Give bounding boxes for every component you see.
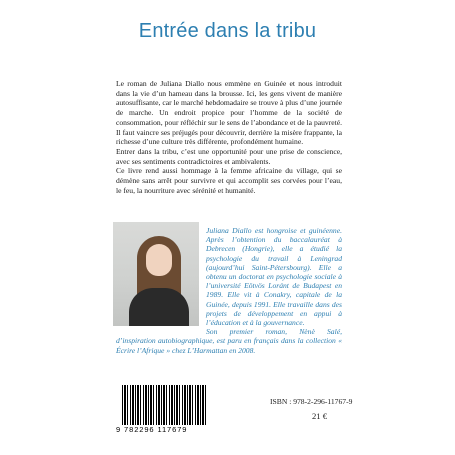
author-bio xyxy=(116,226,342,355)
barcode-bars xyxy=(122,385,208,425)
bio-paragraph-1: Juliana Diallo est hongroise et guinéenne. Après l’obtention du baccalauréat à Debrecen (Hongrie), elle a étudié la psychologie du travail à Leningrad (aujourd’hui Saint-Pétersbourg). Elle a obtenu un doctorat en psychologie sociale à l’université Eötvös Loránt de Budapest en 1989. Elle vit à Conakry, capitale de la Guinée, depuis 1991. Elle travaille dans des projets de développement en appui à l’éducation et à la gouvernance. xyxy=(206,226,342,328)
summary-paragraph-3: Ce livre rend aussi hommage à la femme africaine du village, qui se démène sans arrêt pour survivre et qui accomplit ses corvées pour l’eau, le feu, la nourriture avec sérénité et humanité. xyxy=(116,166,342,195)
book-title: Entrée dans la tribu xyxy=(138,20,317,42)
summary-paragraph-1: Le roman de Juliana Diallo nous emmène en Guinée et nous introduit dans la vie d’un hameau dans la brousse. Ici, les gens vivent de manière autosuffisante, car le marché hebdomadaire se trouve à plus d’une journée de marche. Un endroit propice pour l’homme de la société de consommation, pour réfléchir sur le sens de l’abondance et de la pauvreté. Il faut vaincre ses préjugés pour découvrir, derrière la misère frappante, la richesse d’une culture très différente, profondément humaine. xyxy=(116,79,342,147)
isbn-label: ISBN : 978-2-296-11767-9 xyxy=(270,397,353,406)
price-label: 21 € xyxy=(312,411,328,421)
barcode xyxy=(116,385,208,435)
bio-paragraph-2: Son premier roman, Nènè Salé, d’inspiration autobiographique, est paru en français dans la collection « Écrire l’Afrique » chez L’Harmattan en 2008. xyxy=(116,327,342,355)
photo-spacer xyxy=(116,226,206,330)
summary-paragraph-2: Entrer dans la tribu, c’est une opportunité pour une prise de conscience, avec ses sentiments contradictoires et ambivalents. xyxy=(116,146,342,166)
book-summary xyxy=(116,79,342,195)
barcode-digits: 9 782296 117679 xyxy=(116,425,188,434)
